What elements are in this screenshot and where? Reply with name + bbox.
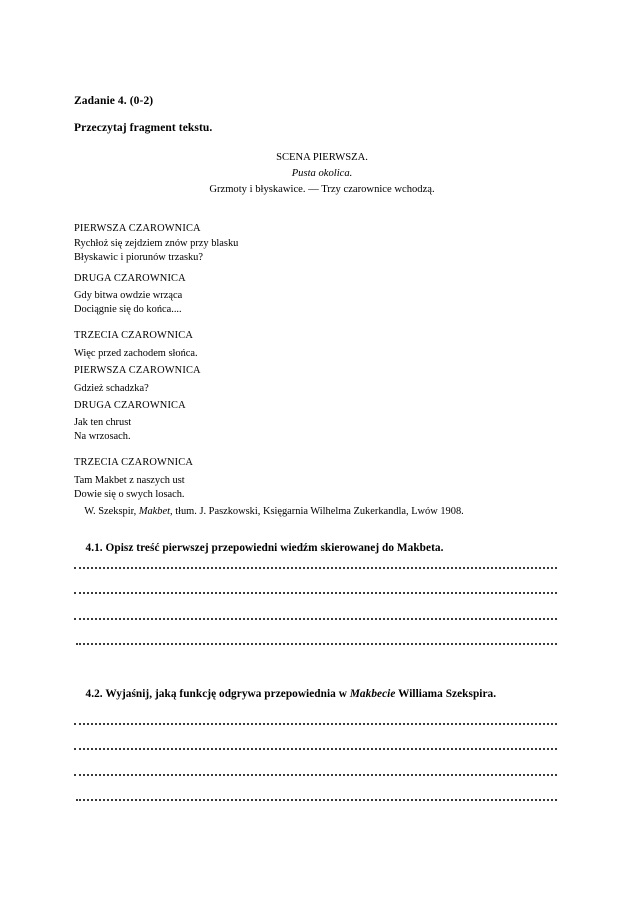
- scene-heading: SCENA PIERWSZA.: [276, 152, 368, 163]
- task-instruction: Przeczytaj fragment tekstu.: [74, 122, 213, 134]
- question-4-2-work-title: Makbecie: [349, 688, 396, 701]
- answer-line[interactable]: [74, 616, 557, 620]
- answer-line[interactable]: [74, 721, 557, 725]
- question-4-1-text: 4.1. Opisz treść pierwszej przepowiedni wiedźm skierowanej do Makbeta.: [85, 542, 444, 555]
- scene-setting: Pusta okolica.: [291, 168, 353, 180]
- dialogue-entry: [74, 272, 474, 318]
- dialogue-entry: [74, 329, 474, 361]
- dialogue-line: Dowie się o swych losach.: [74, 489, 185, 501]
- dialogue-line: Na wrzosach.: [74, 431, 131, 443]
- answer-line[interactable]: [74, 590, 557, 594]
- answer-line[interactable]: [76, 641, 557, 645]
- scene-stage-direction: Grzmoty i błyskawice. — Trzy czarownice wchodzą.: [209, 184, 435, 196]
- dialogue-block: [74, 222, 474, 502]
- speaker-name: TRZECIA CZAROWNICA: [74, 330, 194, 342]
- dialogue-entry: [74, 364, 474, 396]
- speaker-name: DRUGA CZAROWNICA: [74, 399, 186, 411]
- answer-line[interactable]: [74, 565, 557, 569]
- dialogue-line: Dociągnie się do końca....: [74, 304, 182, 316]
- source-title: Makbet: [138, 506, 170, 518]
- dialogue-line: Tam Makbet z naszych ust: [74, 475, 185, 487]
- source-attribution: [74, 494, 464, 530]
- answer-line[interactable]: [74, 772, 557, 776]
- speaker-name: DRUGA CZAROWNICA: [74, 272, 186, 284]
- speaker-name: PIERWSZA CZAROWNICA: [74, 223, 201, 234]
- question-4-2-prompt: [74, 675, 496, 714]
- answer-line[interactable]: [76, 797, 557, 801]
- source-prefix: W. Szekspir,: [84, 506, 139, 518]
- question-4-2-text-suffix: Williama Szekspira.: [395, 688, 497, 701]
- dialogue-line: Więc przed zachodem słońca.: [74, 348, 198, 360]
- speaker-name: PIERWSZA CZAROWNICA: [74, 364, 201, 376]
- answer-line[interactable]: [74, 746, 557, 750]
- scene-heading-block: [122, 150, 522, 198]
- task-number-heading: Zadanie 4. (0-2): [74, 95, 154, 107]
- question-4-2-text-prefix: 4.2. Wyjaśnij, jaką funkcję odgrywa przepowiednia w: [85, 688, 350, 701]
- dialogue-entry: [74, 399, 474, 445]
- speaker-name: TRZECIA CZAROWNICA: [74, 457, 194, 469]
- dialogue-line: Rychłoż się zejdziem znów przy blasku: [74, 237, 239, 249]
- spacer: [74, 317, 474, 329]
- question-4-1-prompt: [74, 529, 443, 568]
- dialogue-entry: [74, 222, 474, 265]
- spacer: [74, 265, 474, 272]
- spacer: [74, 444, 474, 456]
- dialogue-line: Gdzież schadzka?: [74, 382, 149, 394]
- source-suffix: , tłum. J. Paszkowski, Księgarnia Wilhelma Zukerkandla, Lwów 1908.: [170, 506, 464, 518]
- dialogue-line: Jak ten chrust: [74, 417, 132, 429]
- dialogue-line: Błyskawic i piorunów trzasku?: [74, 251, 203, 263]
- dialogue-line: Gdy bitwa owdzie wrząca: [74, 290, 183, 302]
